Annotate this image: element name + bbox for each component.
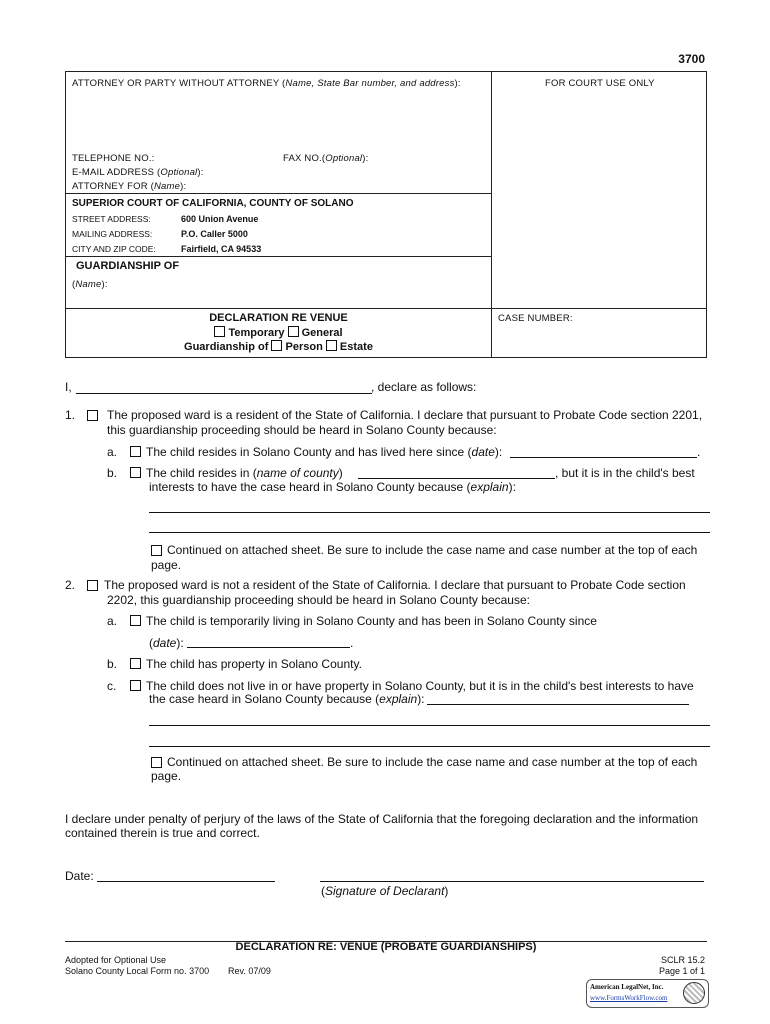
vendor-url[interactable]: www.FormsWorkFlow.com	[590, 994, 668, 1002]
type-options: Temporary General	[66, 326, 491, 339]
item1a-checkbox[interactable]	[130, 446, 141, 457]
date-label: Date:	[65, 869, 94, 883]
item1a-text: The child resides in Solano County and has lived here since (date):	[146, 445, 503, 459]
continued2-text: Continued on attached sheet. Be sure to include the case name and case number at the top of each	[167, 755, 698, 769]
item2b-letter: b.	[107, 657, 118, 671]
intro-declare: , declare as follows:	[371, 380, 477, 394]
item2c-text2: the case heard in Solano County because (explain):	[149, 692, 425, 706]
item1a-period: .	[697, 445, 701, 459]
item2a-letter: a.	[107, 614, 118, 628]
item2a-text: The child is temporarily living in Solano County and has been in Solano County since	[146, 614, 597, 628]
item2a-date-label: (date):	[149, 636, 184, 650]
date-field[interactable]	[97, 881, 275, 882]
item2c-checkbox[interactable]	[130, 680, 141, 691]
item1b-explain-line-2[interactable]	[149, 532, 710, 533]
continued2-checkbox[interactable]	[151, 757, 162, 768]
item2c-text: The child does not live in or have property in Solano County, but it is in the child's best interests to have	[146, 679, 694, 693]
continued1-text: Continued on attached sheet. Be sure to include the case name and case number at the top of each	[167, 543, 698, 557]
guardianship-title: GUARDIANSHIP OF	[76, 260, 180, 272]
item2b-checkbox[interactable]	[130, 658, 141, 669]
attorney-label: ATTORNEY OR PARTY WITHOUT ATTORNEY (Name, State Bar number, and address):	[72, 78, 461, 89]
item1b-checkbox[interactable]	[130, 467, 141, 478]
header-top-border	[65, 71, 707, 72]
item1b-text: The child resides in (name of county)	[146, 466, 343, 480]
case-number-label: CASE NUMBER:	[498, 313, 573, 324]
sclr-label: SCLR 15.2	[660, 955, 705, 965]
item1b-letter: b.	[107, 466, 118, 480]
title-section-border	[65, 308, 707, 309]
perjury-text: I declare under penalty of perjury of the laws of the State of California that the foregoing declaration and the information	[65, 812, 699, 826]
header-bottom-border	[65, 357, 707, 358]
name-label: (Name):	[72, 279, 108, 290]
item2-checkbox[interactable]	[87, 580, 98, 591]
temporary-checkbox[interactable]	[214, 326, 225, 337]
header-divider	[491, 71, 492, 358]
court-section-border	[65, 193, 492, 194]
item2c-explain-line-1[interactable]	[149, 725, 710, 726]
mailing-value: P.O. Caller 5000	[181, 229, 248, 239]
item1-text: The proposed ward is a resident of the State of California. I declare that pursuant to Probate Code section 2201,	[107, 408, 703, 422]
item1a-date-field[interactable]	[510, 457, 697, 458]
perjury-text-cont: contained therein is true and correct.	[65, 826, 260, 840]
email-label: E-MAIL ADDRESS (Optional):	[72, 167, 204, 178]
city-value: Fairfield, CA 94533	[181, 244, 262, 254]
fax-label: FAX NO.(Optional):	[283, 153, 369, 164]
street-value: 600 Union Avenue	[181, 214, 259, 224]
court-title: SUPERIOR COURT OF CALIFORNIA, COUNTY OF SOLANO	[72, 198, 354, 209]
item1-checkbox[interactable]	[87, 410, 98, 421]
mailing-label: MAILING ADDRESS:	[72, 229, 153, 239]
item1a-letter: a.	[107, 445, 118, 459]
form-number: 3700	[678, 52, 705, 66]
item1-number: 1.	[65, 408, 76, 422]
telephone-label: TELEPHONE NO.:	[72, 153, 155, 164]
item2a-checkbox[interactable]	[130, 615, 141, 626]
city-label: CITY AND ZIP CODE:	[72, 244, 156, 254]
item2c-letter: c.	[107, 679, 117, 693]
item2-number: 2.	[65, 578, 76, 592]
signature-field[interactable]	[320, 881, 704, 882]
item2c-explain-inline[interactable]	[427, 704, 689, 705]
scope-options: Guardianship of Person Estate	[184, 341, 373, 353]
item2a-date-field[interactable]	[187, 647, 350, 648]
footer-title: DECLARATION RE: VENUE (PROBATE GUARDIANSHIPS)	[235, 941, 537, 953]
street-label: STREET ADDRESS:	[72, 214, 151, 224]
person-checkbox[interactable]	[271, 340, 282, 351]
item2c-explain-line-2[interactable]	[149, 746, 710, 747]
declaration-title: DECLARATION RE VENUE	[209, 312, 348, 324]
item2a-period: .	[350, 636, 354, 650]
attorney-for-label: ATTORNEY FOR (Name):	[72, 181, 187, 192]
item2-text-cont: 2202, this guardianship proceeding should be heard in Solano County because:	[107, 593, 530, 607]
item2b-text: The child has property in Solano County.	[146, 657, 362, 671]
intro-i: I,	[65, 380, 72, 394]
vendor-name: American LegalNet, Inc.	[590, 983, 664, 991]
revision-label: Rev. 07/09	[228, 966, 271, 976]
adopted-label: Adopted for Optional Use	[65, 955, 167, 965]
declarant-name-field[interactable]	[76, 393, 372, 394]
item1-text-cont: this guardianship proceeding should be heard in Solano County because:	[107, 423, 497, 437]
estate-checkbox[interactable]	[326, 340, 337, 351]
local-form-label: Solano County Local Form no. 3700	[65, 966, 210, 976]
continued1-checkbox[interactable]	[151, 545, 162, 556]
guardianship-section-border	[65, 256, 492, 257]
item2-text: The proposed ward is not a resident of the State of California. I declare that pursuant to Probate Code section	[104, 578, 686, 592]
vendor-seal-icon	[683, 982, 705, 1004]
continued2-page: page.	[151, 769, 182, 783]
item1b-county-field[interactable]	[358, 478, 555, 479]
item1b-text2: , but it is in the child's best	[555, 466, 695, 480]
signature-label: (Signature of Declarant)	[321, 884, 449, 898]
general-checkbox[interactable]	[288, 326, 299, 337]
item1b-explain-line-1[interactable]	[149, 512, 710, 513]
page-label: Page 1 of 1	[658, 966, 705, 976]
court-use-label: FOR COURT USE ONLY	[545, 78, 655, 89]
continued1-page: page.	[151, 558, 182, 572]
item1b-text3: interests to have the case heard in Solano County because (explain):	[149, 480, 516, 494]
header-right-border	[706, 71, 707, 358]
